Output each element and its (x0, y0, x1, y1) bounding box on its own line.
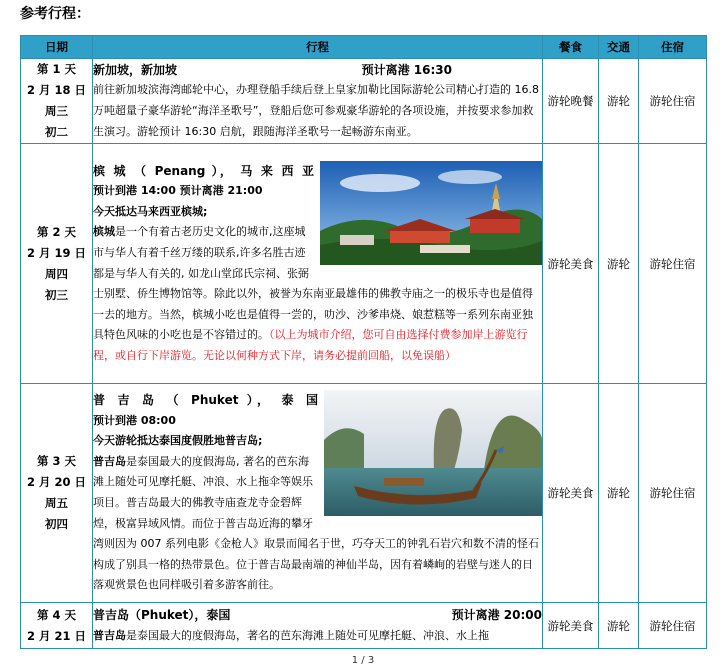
meal-cell: 游轮美食 (543, 603, 599, 649)
date-cell (21, 59, 93, 144)
weekday-label: 周五 (45, 496, 68, 510)
arrival-time: 预计到港 08:00 (93, 413, 176, 427)
table-row (21, 384, 707, 603)
transport-cell: 游轮 (599, 59, 639, 144)
page-heading: 参考行程： (20, 6, 90, 22)
day-label: 第 1 天 (36, 62, 76, 76)
transport-cell: 游轮 (599, 603, 639, 649)
col-header-lodging: 住宿 (639, 36, 707, 59)
date-cell (21, 384, 93, 603)
place-name: 槟城 (93, 225, 115, 239)
port-name: 新加坡，新加坡 (93, 62, 178, 77)
date-label: 2 月 20 日 (26, 475, 87, 489)
lodging-cell: 游轮住宿 (639, 603, 707, 649)
day-description: 前往新加坡滨海湾邮轮中心，办理登船手续后登上皇家加勒比国际游轮公司精心打造的 16.8 万吨超量子豪华游轮“海洋圣歌号”，登船后您可参观豪华游轮的各项设施，并按要求参加救生演习。游轮预计 16:30 启航，跟随海洋圣歌号一起畅游东南亚。 (93, 83, 539, 138)
day-subtitle: 今天游轮抵达泰国度假胜地普吉岛; (93, 434, 263, 448)
lodging-cell: 游轮住宿 (639, 144, 707, 384)
place-name: 普吉岛 (93, 628, 126, 642)
itinerary-cell (93, 384, 543, 603)
itinerary-cell (93, 144, 543, 384)
port-name: 普 吉 岛 （ Phuket ）， 泰 国 (93, 393, 318, 408)
itinerary-table (20, 35, 707, 649)
lunar-label: 初四 (45, 517, 68, 531)
description-text: 是泰国最大的度假海岛，著名的芭东海滩上随处可见摩托艇、冲浪、水上拖 (126, 628, 489, 642)
page-number: 1 / 3 (351, 655, 375, 666)
lunar-label: 初三 (45, 287, 68, 302)
itinerary-cell (93, 59, 543, 144)
table-row (21, 59, 707, 144)
day-title (93, 605, 542, 626)
penang-temple-photo (320, 161, 542, 265)
meal-cell: 游轮美食 (543, 144, 599, 384)
table-header-row (21, 36, 707, 59)
day-label: 第 3 天 (36, 454, 76, 468)
date-label: 2 月 18 日 (26, 83, 87, 97)
lodging-cell: 游轮住宿 (639, 384, 707, 603)
col-header-transport: 交通 (599, 36, 639, 59)
meal-cell: 游轮美食 (543, 384, 599, 603)
departure-time: 预计离港 20:00 (451, 607, 542, 622)
weekday-label: 周四 (45, 266, 68, 281)
col-header-meal: 餐食 (543, 36, 599, 59)
lodging-cell: 游轮住宿 (639, 59, 707, 144)
weekday-label: 周三 (45, 104, 68, 118)
day-label: 第 2 天 (36, 224, 76, 239)
table-row (21, 144, 707, 384)
day-subtitle: 今天抵达马来西亚槟城; (93, 204, 208, 218)
transport-cell: 游轮 (599, 384, 639, 603)
date-label: 2 月 21 日 (26, 628, 87, 643)
place-name: 普吉岛 (93, 454, 126, 468)
itinerary-cell (93, 603, 543, 649)
arrival-departure: 预计到港 14:00 预计离港 21:00 (93, 184, 263, 198)
departure-time: 预计离港 16:30 (361, 62, 452, 77)
transport-cell: 游轮 (599, 144, 639, 384)
date-cell (21, 144, 93, 384)
lunar-label: 初二 (45, 125, 68, 139)
day-description (93, 626, 542, 647)
date-label: 2 月 19 日 (26, 245, 87, 260)
description-text: 是泰国最大的度假海岛, 著名的芭东海滩上随处可见摩托艇、冲浪、水上拖伞等娱乐项目。普吉岛最大的佛教寺庙查龙寺金碧辉煌，极富异域风情。而位于普吉岛近海的攀牙湾则因为 007 系列电影《金枪人》取景而闻名于世，巧夺天工的钟乳石岩穴和数不清的怪石构成了别具一格的热带景色。位于普吉岛最南端的神仙半岛，因有着嶙峋的岩壁与迷人的日落观赏景色也同样吸引着多游客前往。 (93, 454, 539, 592)
day-title (93, 60, 542, 81)
day-label: 第 4 天 (36, 607, 76, 622)
shore-excursion-note: （以上为城市介绍，您可自由选择付费参加岸上游览行程，或自行下岸游览。无论以何种方式下岸，请务必提前回船，以免误船） (93, 328, 528, 362)
port-name: 槟 城 （ Penang ）， 马 来 西 亚 (93, 163, 314, 178)
description-text: 是一个有着古老历史文化的城市,这座城市与华人有着千丝万缕的联系,许多名胜古迹都是与华人有关的, 如龙山堂邱氏宗祠、张弼士别墅、侨生博物馆等。除此以外，被誉为东南亚最雄伟的佛教寺庙之一的极乐寺也是值得一去的地方。当然，槟城小吃也是值得一尝的，叻沙、沙爹串烧、娘惹糕等一系列东南亚独具特色风味的小吃也是不容错过的。 (93, 225, 533, 342)
port-name: 普吉岛（Phuket），泰国 (93, 607, 231, 622)
meal-cell: 游轮晚餐 (543, 59, 599, 144)
table-row (21, 603, 707, 649)
date-cell (21, 603, 93, 649)
col-header-itinerary: 行程 (93, 36, 543, 59)
col-header-date: 日期 (21, 36, 93, 59)
phuket-bay-photo (324, 390, 542, 516)
